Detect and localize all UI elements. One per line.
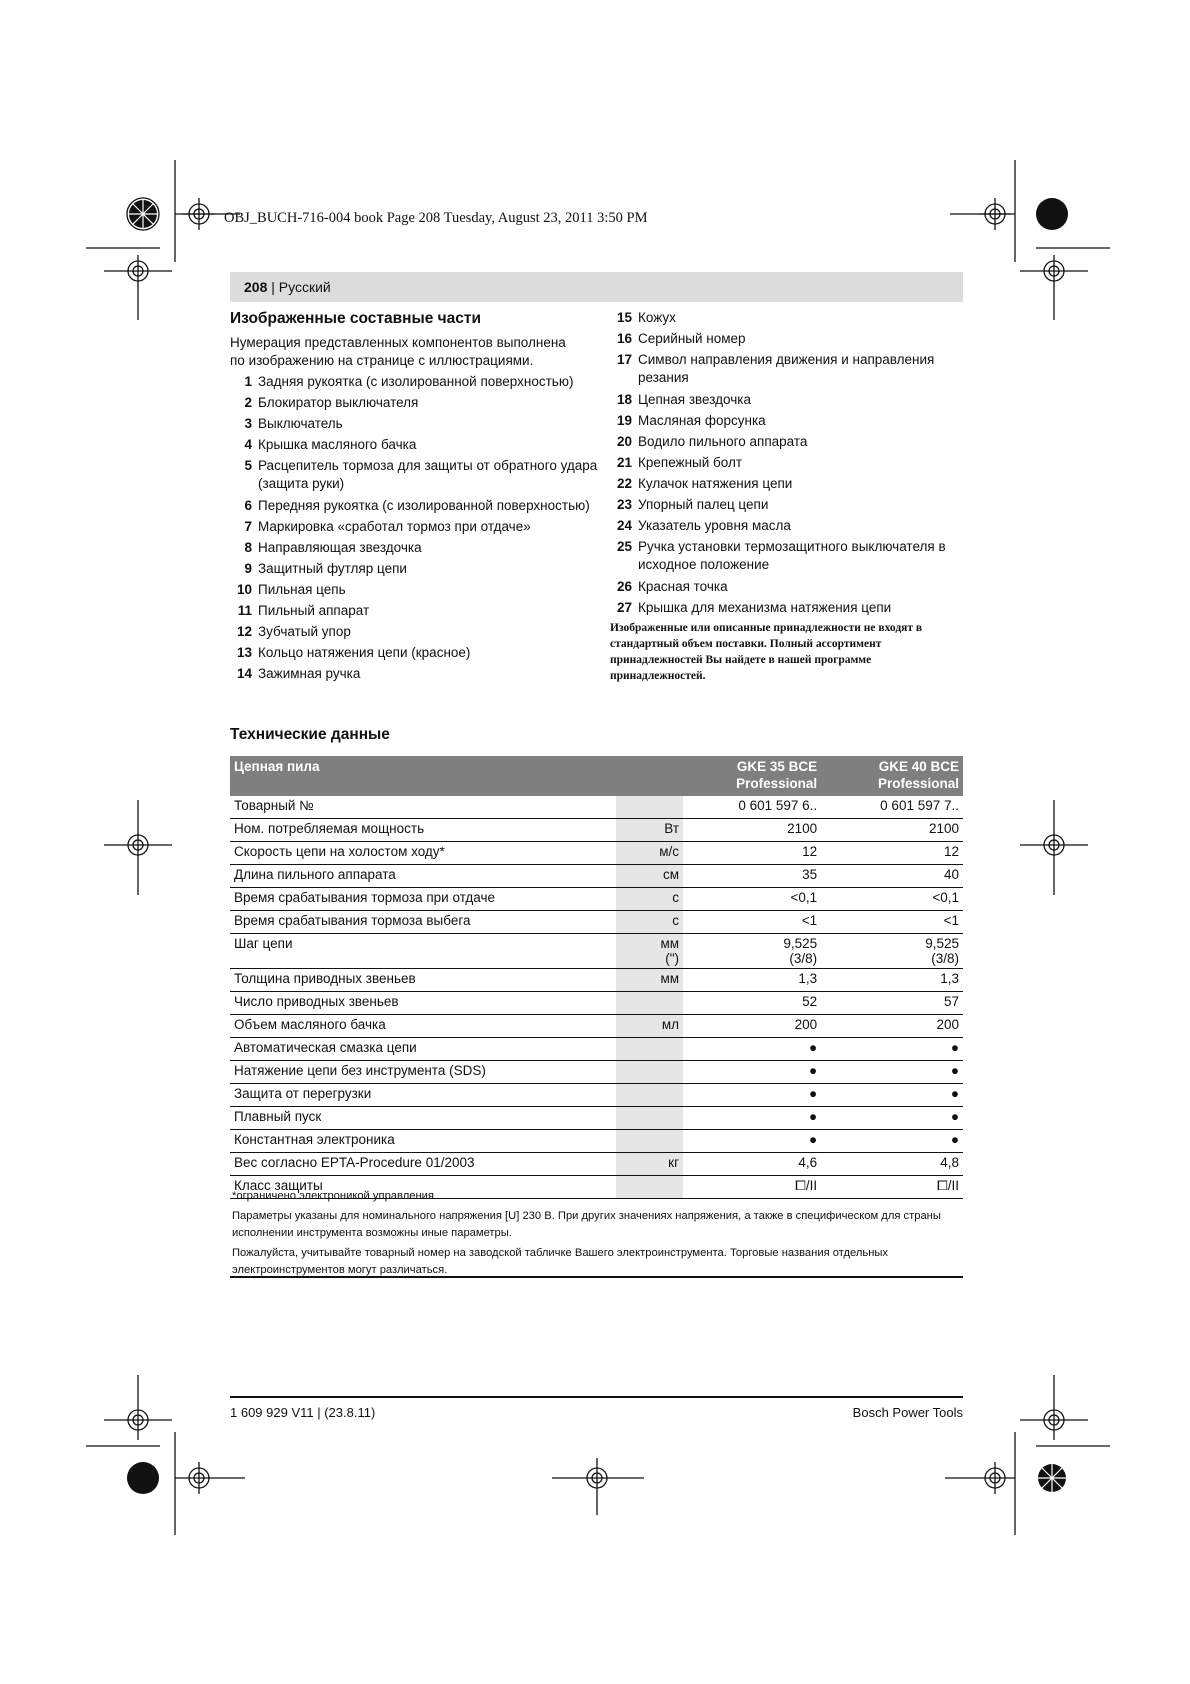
voltage-note: Параметры указаны для номинального напряжения [U] 230 В. При других значениях напряжения, а также в специфическом для страны исполнении инструмента возможны иные параметры. xyxy=(232,1210,941,1239)
spec-row xyxy=(230,1153,963,1176)
section-rule xyxy=(230,1276,963,1278)
spec-unit xyxy=(616,992,683,1015)
spec-value-model-1: 4,6 xyxy=(683,1153,821,1176)
spec-value-model-2: 9,525 (3/8) xyxy=(825,934,963,969)
spec-value-model-1: 2100 xyxy=(683,819,821,842)
spec-value-model-1: ● xyxy=(683,1107,821,1130)
spec-label: Объем масляного бачка xyxy=(230,1015,616,1038)
spec-unit xyxy=(616,796,683,819)
spec-body xyxy=(230,796,963,1199)
spec-row xyxy=(230,888,963,911)
spec-value-model-1: ● xyxy=(683,1038,821,1061)
spec-label: Класс защиты xyxy=(230,1176,616,1199)
spec-label: Шаг цепи xyxy=(230,934,616,969)
spec-value-model-1: 35 xyxy=(683,865,821,888)
spec-header-label: Цепная пила xyxy=(230,756,616,796)
spec-label: Число приводных звеньев xyxy=(230,992,616,1015)
spec-unit xyxy=(616,1084,683,1107)
spec-value-model-2: ● xyxy=(825,1038,963,1061)
spec-value-model-1: <1 xyxy=(683,911,821,934)
page-header-bar xyxy=(230,272,963,302)
spec-value-model-2: 0 601 597 7.. xyxy=(825,796,963,819)
spec-unit: см xyxy=(616,865,683,888)
spec-label: Константная электроника xyxy=(230,1130,616,1153)
spec-label: Длина пильного аппарата xyxy=(230,865,616,888)
spec-value-model-2: 2100 xyxy=(825,819,963,842)
spec-value-model-1: ● xyxy=(683,1084,821,1107)
spec-unit: кг xyxy=(616,1153,683,1176)
components-title: Изображенные составные части xyxy=(230,310,482,327)
spec-row xyxy=(230,1015,963,1038)
spec-row xyxy=(230,796,963,819)
spec-value-model-1: 200 xyxy=(683,1015,821,1038)
spec-value-model-1: 52 xyxy=(683,992,821,1015)
spec-unit: мм xyxy=(616,969,683,992)
spec-label: Ном. потребляемая мощность xyxy=(230,819,616,842)
spec-label: Товарный № xyxy=(230,796,616,819)
header-separator: | xyxy=(267,279,279,295)
spec-unit: м/с xyxy=(616,842,683,865)
footer-right: Bosch Power Tools xyxy=(852,1405,963,1420)
spec-label: Автоматическая смазка цепи xyxy=(230,1038,616,1061)
spec-label: Натяжение цепи без инструмента (SDS) xyxy=(230,1061,616,1084)
spec-label: Время срабатывания тормоза при отдаче xyxy=(230,888,616,911)
spec-unit xyxy=(616,1107,683,1130)
spec-label: Вес согласно EPTA-Procedure 01/2003 xyxy=(230,1153,616,1176)
header-language: Русский xyxy=(278,279,331,295)
print-slug: OBJ_BUCH-716-004 book Page 208 Tuesday, August 23, 2011 3:50 PM xyxy=(224,210,648,226)
spec-table xyxy=(230,756,963,1199)
spec-value-model-2: 1,3 xyxy=(825,969,963,992)
spec-header-row xyxy=(230,756,963,796)
spec-unit: мм (") xyxy=(616,934,683,969)
footer-rule xyxy=(230,1396,963,1398)
spec-value-model-1: ● xyxy=(683,1130,821,1153)
page-header xyxy=(244,279,331,295)
spec-value-model-2: <0,1 xyxy=(825,888,963,911)
spec-value-model-1: 0 601 597 6.. xyxy=(683,796,821,819)
spec-value-model-2: <1 xyxy=(825,911,963,934)
spec-row xyxy=(230,911,963,934)
spec-unit xyxy=(616,1130,683,1153)
footer-left: 1 609 929 V11 | (23.8.11) xyxy=(230,1405,376,1420)
spec-value-model-2: 4,8 xyxy=(825,1153,963,1176)
spec-unit xyxy=(616,1038,683,1061)
spec-notes xyxy=(232,1188,941,1279)
spec-unit: с xyxy=(616,911,683,934)
spec-label: Защита от перегрузки xyxy=(230,1084,616,1107)
spec-value-model-2: 200 xyxy=(825,1015,963,1038)
spec-row xyxy=(230,934,963,969)
spec-header-model-1: GKE 35 BCE Professional xyxy=(683,756,821,796)
spec-value-model-2: ● xyxy=(825,1084,963,1107)
spec-value-model-2: 12 xyxy=(825,842,963,865)
tech-title: Технические данные xyxy=(230,726,390,743)
spec-row xyxy=(230,1038,963,1061)
spec-unit: Вт xyxy=(616,819,683,842)
spec-unit: мл xyxy=(616,1015,683,1038)
spec-unit xyxy=(616,1061,683,1084)
spec-value-model-2: 57 xyxy=(825,992,963,1015)
spec-label: Плавный пуск xyxy=(230,1107,616,1130)
spec-row xyxy=(230,842,963,865)
spec-value-model-2: ⧠/II xyxy=(825,1176,963,1199)
spec-value-model-2: ● xyxy=(825,1107,963,1130)
spec-value-model-1: 1,3 xyxy=(683,969,821,992)
spec-row xyxy=(230,1084,963,1107)
spec-value-model-1: 12 xyxy=(683,842,821,865)
spec-value-model-1: 9,525 (3/8) xyxy=(683,934,821,969)
spec-value-model-1: ● xyxy=(683,1061,821,1084)
spec-label: Скорость цепи на холостом ходу* xyxy=(230,842,616,865)
article-note: Пожалуйста, учитывайте товарный номер на заводской табличке Вашего электроинструмента. Торговые названия отдельных электроинструментов могут различаться. xyxy=(232,1247,889,1276)
spec-row xyxy=(230,1107,963,1130)
spec-row xyxy=(230,992,963,1015)
spec-row xyxy=(230,1130,963,1153)
spec-value-model-1: ⧠/II xyxy=(683,1176,821,1199)
components-intro: Нумерация представленных компонентов выполнена по изображению на странице с иллюстрациями. xyxy=(230,335,566,368)
spec-value-model-1: <0,1 xyxy=(683,888,821,911)
page-number: 208 xyxy=(244,279,268,295)
spec-row xyxy=(230,969,963,992)
spec-value-model-2: ● xyxy=(825,1130,963,1153)
spec-label: Толщина приводных звеньев xyxy=(230,969,616,992)
spec-row xyxy=(230,1061,963,1084)
spec-header-model-2: GKE 40 BCE Professional xyxy=(825,756,963,796)
spec-value-model-2: 40 xyxy=(825,865,963,888)
footnote: *ограничено электроникой управления xyxy=(232,1190,434,1202)
spec-unit: с xyxy=(616,888,683,911)
spec-row xyxy=(230,819,963,842)
spec-row xyxy=(230,865,963,888)
accessories-note: Изображенные или описанные принадлежности не входят в стандартный объем поставки. Полный ассортимент принадлежностей Вы найдете в нашей программе принадлежностей. xyxy=(610,622,923,682)
spec-label: Время срабатывания тормоза выбега xyxy=(230,911,616,934)
spec-value-model-2: ● xyxy=(825,1061,963,1084)
